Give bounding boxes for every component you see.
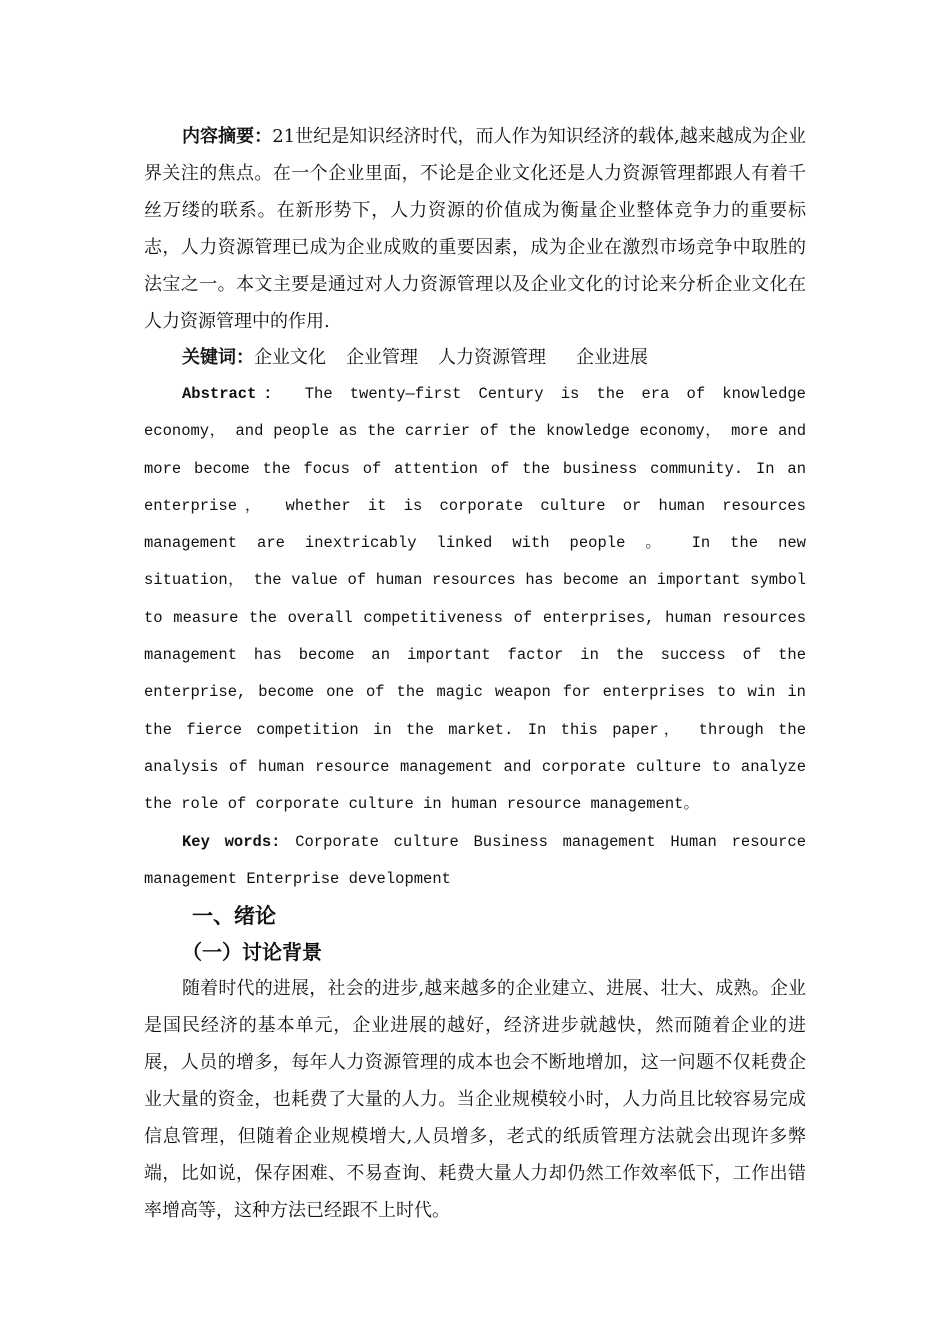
chinese-abstract bbox=[144, 118, 806, 340]
chinese-keywords bbox=[144, 340, 806, 376]
section-heading: 一、绪论 bbox=[192, 904, 276, 929]
subsection-heading: （一）讨论背景 bbox=[182, 940, 322, 965]
chinese-abstract-text: 21世纪是知识经济时代，而人作为知识经济的载体,越来越成为企业界关注的焦点。在一个企业里面，不论是企业文化还是人力资源管理都跟人有着千丝万缕的联系。在新形势下，人力资源的价值成为衡量企业整体竞争力的重要标志，人力资源管理已成为企业成败的重要因素，成为企业在激烈市场竞争中取胜的法宝之一。本文主要是通过对人力资源管理以及企业文化的讨论来分析企业文化在人力资源管理中的作用. bbox=[144, 126, 806, 332]
chinese-keywords-label: 关键词： bbox=[182, 347, 254, 368]
english-abstract-text: The twenty—first Century is the era of knowledge economy， and people as the carrier of the knowledge economy， more and more become the focus of attention of the business community. In an enterprise， whether it is corporate culture or human resources management are inextricably linked with people 。 In the new situation， the value of human resources has become an important symbol to measure the overall competitiveness of enterprises, human resources management has become an important factor in the success of the enterprise, become one of the magic weapon for enterprises to win in the fierce competition in the market. In this paper， through the analysis of human resource management and corporate culture to analyze the role of corporate culture in human resource management。 bbox=[144, 385, 806, 814]
keyword-item: 企业管理 bbox=[346, 347, 418, 368]
english-abstract bbox=[144, 376, 806, 824]
keyword-item: 人力资源管理 bbox=[438, 347, 546, 368]
keyword-item: 企业文化 bbox=[254, 347, 326, 368]
english-keywords-label: Key words: bbox=[182, 832, 281, 851]
english-keywords-text: Corporate culture Business management Human resource management Enterprise development bbox=[144, 832, 806, 888]
keyword-item: 企业进展 bbox=[576, 347, 648, 368]
document-body bbox=[144, 118, 806, 1229]
section-paragraph: 随着时代的进展，社会的进步,越来越多的企业建立、进展、壮大、成熟。企业是国民经济的基本单元，企业进展的越好，经济进步就越快，然而随着企业的进展，人员的增多，每年人力资源管理的成本也会不断地增加，这一问题不仅耗费企业大量的资金，也耗费了大量的人力。当企业规模较小时，人力尚且比较容易完成信息管理，但随着企业规模增大,人员增多，老式的纸质管理方法就会出现许多弊端，比如说，保存困难、不易查询、耗费大量人力却仍然工作效率低下，工作出错率增高等，这种方法已经跟不上时代。 bbox=[144, 978, 806, 1222]
english-abstract-label: Abstract： bbox=[182, 385, 288, 403]
english-keywords bbox=[144, 824, 806, 899]
chinese-abstract-label: 内容摘要： bbox=[182, 126, 273, 147]
